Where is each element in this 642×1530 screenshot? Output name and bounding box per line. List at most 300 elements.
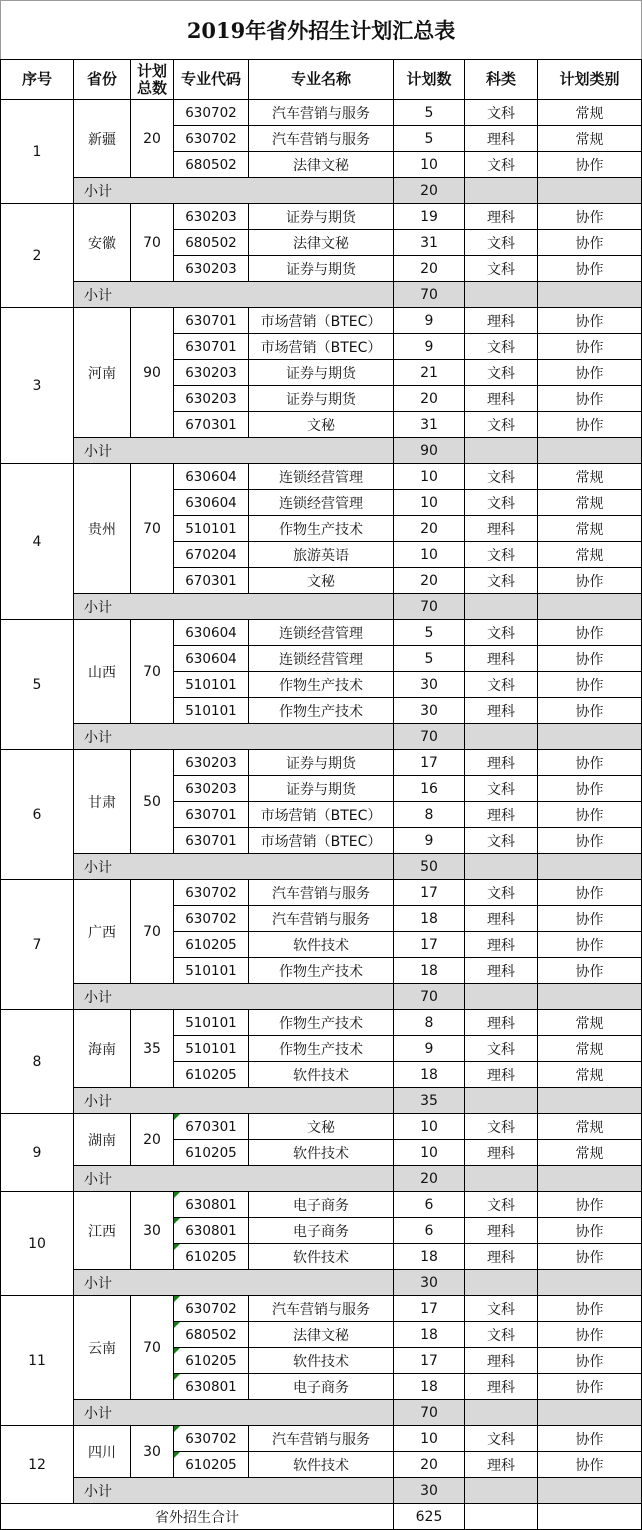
major-name-cell: 作物生产技术 — [249, 672, 394, 698]
subtotal-empty — [465, 1478, 538, 1504]
subject-cell: 文科 — [465, 568, 538, 594]
plan-count-cell: 9 — [394, 308, 465, 334]
major-name-cell: 市场营销（BTEC） — [249, 334, 394, 360]
plan-count-cell: 19 — [394, 204, 465, 230]
subtotal-empty — [465, 984, 538, 1010]
grand-total-value: 625 — [394, 1504, 465, 1530]
subject-cell: 文科 — [465, 230, 538, 256]
major-name-cell: 连锁经营管理 — [249, 464, 394, 490]
major-code-cell: 510101 — [174, 672, 249, 698]
plan-count-cell: 10 — [394, 490, 465, 516]
plan-count-cell: 8 — [394, 1010, 465, 1036]
major-code-cell: 630604 — [174, 620, 249, 646]
major-code-cell: 630701 — [174, 308, 249, 334]
plan-count-cell: 18 — [394, 1374, 465, 1400]
plan-count-cell: 17 — [394, 880, 465, 906]
table-row — [1, 620, 642, 646]
subject-cell: 理科 — [465, 1348, 538, 1374]
plan-type-cell: 协作 — [538, 1296, 642, 1322]
plan-count-cell: 17 — [394, 932, 465, 958]
header-plan-type: 计划类别 — [538, 60, 642, 100]
major-name-cell: 软件技术 — [249, 1062, 394, 1088]
subtotal-value: 20 — [394, 1166, 465, 1192]
plan-total-cell: 70 — [131, 1296, 174, 1400]
subtotal-value: 35 — [394, 1088, 465, 1114]
major-name-cell: 连锁经营管理 — [249, 646, 394, 672]
province-cell: 湖南 — [74, 1114, 131, 1166]
major-name-cell: 软件技术 — [249, 1140, 394, 1166]
plan-type-cell: 协作 — [538, 256, 642, 282]
province-cell: 甘肃 — [74, 750, 131, 854]
subject-cell: 理科 — [465, 1062, 538, 1088]
major-code-cell: 630701 — [174, 828, 249, 854]
subject-cell: 文科 — [465, 1322, 538, 1348]
plan-type-cell: 常规 — [538, 1036, 642, 1062]
subject-cell: 文科 — [465, 1296, 538, 1322]
plan-type-cell: 协作 — [538, 1374, 642, 1400]
plan-type-cell: 协作 — [538, 750, 642, 776]
subtotal-value: 30 — [394, 1270, 465, 1296]
table-body — [1, 100, 642, 1504]
major-code-cell: 610205 — [174, 1452, 249, 1478]
header-seq: 序号 — [1, 60, 74, 100]
plan-type-cell: 协作 — [538, 308, 642, 334]
subject-cell: 文科 — [465, 100, 538, 126]
major-code-cell: 630702 — [174, 1426, 249, 1452]
plan-type-cell: 协作 — [538, 1322, 642, 1348]
subject-cell: 文科 — [465, 776, 538, 802]
plan-type-cell: 协作 — [538, 1244, 642, 1270]
subtotal-empty — [538, 282, 642, 308]
major-code-cell: 630701 — [174, 334, 249, 360]
major-code-cell: 630203 — [174, 360, 249, 386]
subject-cell: 文科 — [465, 464, 538, 490]
subtotal-empty — [465, 594, 538, 620]
subtotal-label: 小计 — [74, 1400, 394, 1426]
plan-count-cell: 18 — [394, 1062, 465, 1088]
plan-count-cell: 31 — [394, 230, 465, 256]
plan-total-cell: 70 — [131, 880, 174, 984]
major-code-cell: 630203 — [174, 386, 249, 412]
major-code-cell: 630702 — [174, 126, 249, 152]
province-cell: 新疆 — [74, 100, 131, 178]
table-row — [1, 1010, 642, 1036]
subtotal-value: 20 — [394, 178, 465, 204]
header-major-name: 专业名称 — [249, 60, 394, 100]
subtotal-label: 小计 — [74, 724, 394, 750]
header-province: 省份 — [74, 60, 131, 100]
plan-type-cell: 协作 — [538, 1452, 642, 1478]
subtotal-empty — [538, 594, 642, 620]
table-row — [1, 1426, 642, 1452]
plan-count-cell: 17 — [394, 1348, 465, 1374]
subtotal-row — [1, 1166, 642, 1192]
major-code-cell: 630203 — [174, 776, 249, 802]
subject-cell: 理科 — [465, 1218, 538, 1244]
major-name-cell: 证券与期货 — [249, 750, 394, 776]
major-code-cell: 510101 — [174, 1010, 249, 1036]
plan-type-cell: 协作 — [538, 1192, 642, 1218]
province-cell: 山西 — [74, 620, 131, 724]
seq-cell: 3 — [1, 308, 74, 464]
major-name-cell: 作物生产技术 — [249, 516, 394, 542]
major-name-cell: 文秘 — [249, 412, 394, 438]
plan-count-cell: 5 — [394, 646, 465, 672]
subject-cell: 理科 — [465, 802, 538, 828]
subtotal-label: 小计 — [74, 178, 394, 204]
subtotal-empty — [465, 1166, 538, 1192]
subtotal-label: 小计 — [74, 438, 394, 464]
plan-count-cell: 18 — [394, 1244, 465, 1270]
major-name-cell: 市场营销（BTEC） — [249, 828, 394, 854]
subject-cell: 文科 — [465, 880, 538, 906]
plan-type-cell: 常规 — [538, 100, 642, 126]
major-name-cell: 法律文秘 — [249, 152, 394, 178]
major-name-cell: 软件技术 — [249, 1244, 394, 1270]
subject-cell: 理科 — [465, 646, 538, 672]
plan-count-cell: 5 — [394, 100, 465, 126]
major-code-cell: 630604 — [174, 464, 249, 490]
province-cell: 海南 — [74, 1010, 131, 1088]
plan-count-cell: 9 — [394, 1036, 465, 1062]
plan-type-cell: 协作 — [538, 932, 642, 958]
table-row — [1, 308, 642, 334]
major-code-cell: 510101 — [174, 958, 249, 984]
province-cell: 安徽 — [74, 204, 131, 282]
major-name-cell: 作物生产技术 — [249, 698, 394, 724]
plan-type-cell: 协作 — [538, 1218, 642, 1244]
major-name-cell: 电子商务 — [249, 1192, 394, 1218]
subject-cell: 文科 — [465, 620, 538, 646]
major-name-cell: 证券与期货 — [249, 360, 394, 386]
subtotal-label: 小计 — [74, 1270, 394, 1296]
plan-count-cell: 10 — [394, 1114, 465, 1140]
major-name-cell: 电子商务 — [249, 1218, 394, 1244]
major-name-cell: 市场营销（BTEC） — [249, 308, 394, 334]
subtotal-empty — [538, 854, 642, 880]
plan-type-cell: 协作 — [538, 828, 642, 854]
plan-type-cell: 协作 — [538, 204, 642, 230]
plan-count-cell: 5 — [394, 126, 465, 152]
major-code-cell: 630801 — [174, 1374, 249, 1400]
major-name-cell: 软件技术 — [249, 1452, 394, 1478]
subtotal-empty — [538, 1088, 642, 1114]
plan-count-cell: 18 — [394, 906, 465, 932]
subtotal-value: 90 — [394, 438, 465, 464]
plan-total-cell: 70 — [131, 204, 174, 282]
plan-total-cell: 90 — [131, 308, 174, 438]
seq-cell: 11 — [1, 1296, 74, 1426]
subject-cell: 理科 — [465, 126, 538, 152]
subtotal-empty — [538, 984, 642, 1010]
plan-type-cell: 协作 — [538, 386, 642, 412]
plan-count-cell: 21 — [394, 360, 465, 386]
major-name-cell: 汽车营销与服务 — [249, 1296, 394, 1322]
subtotal-value: 70 — [394, 724, 465, 750]
subject-cell: 文科 — [465, 334, 538, 360]
seq-cell: 1 — [1, 100, 74, 204]
plan-type-cell: 协作 — [538, 1426, 642, 1452]
major-code-cell: 630701 — [174, 802, 249, 828]
major-code-cell: 610205 — [174, 1244, 249, 1270]
subtotal-empty — [538, 178, 642, 204]
major-code-cell: 630604 — [174, 646, 249, 672]
header-subject: 科类 — [465, 60, 538, 100]
major-name-cell: 连锁经营管理 — [249, 490, 394, 516]
seq-cell: 7 — [1, 880, 74, 1010]
province-cell: 云南 — [74, 1296, 131, 1400]
major-name-cell: 文秘 — [249, 568, 394, 594]
plan-count-cell: 31 — [394, 412, 465, 438]
major-name-cell: 文秘 — [249, 1114, 394, 1140]
major-name-cell: 软件技术 — [249, 932, 394, 958]
plan-total-cell: 20 — [131, 1114, 174, 1166]
subtotal-row — [1, 1478, 642, 1504]
subject-cell: 理科 — [465, 750, 538, 776]
subtotal-empty — [538, 1166, 642, 1192]
subtotal-label: 小计 — [74, 984, 394, 1010]
plan-type-cell: 协作 — [538, 698, 642, 724]
major-code-cell: 610205 — [174, 1062, 249, 1088]
major-code-cell: 630203 — [174, 256, 249, 282]
province-cell: 四川 — [74, 1426, 131, 1478]
subtotal-value: 70 — [394, 984, 465, 1010]
plan-count-cell: 6 — [394, 1218, 465, 1244]
major-name-cell: 旅游英语 — [249, 542, 394, 568]
major-code-cell: 610205 — [174, 1348, 249, 1374]
major-name-cell: 汽车营销与服务 — [249, 1426, 394, 1452]
plan-count-cell: 9 — [394, 334, 465, 360]
subtotal-empty — [538, 1478, 642, 1504]
plan-count-cell: 6 — [394, 1192, 465, 1218]
subtotal-row — [1, 854, 642, 880]
subtotal-empty — [465, 282, 538, 308]
plan-type-cell: 常规 — [538, 1114, 642, 1140]
table-row — [1, 1192, 642, 1218]
subtotal-empty — [538, 1270, 642, 1296]
subject-cell: 理科 — [465, 516, 538, 542]
subject-cell: 文科 — [465, 1192, 538, 1218]
province-cell: 江西 — [74, 1192, 131, 1270]
subtotal-label: 小计 — [74, 1478, 394, 1504]
table-row — [1, 1114, 642, 1140]
subject-cell: 文科 — [465, 1114, 538, 1140]
subtotal-value: 70 — [394, 282, 465, 308]
seq-cell: 10 — [1, 1192, 74, 1296]
plan-type-cell: 协作 — [538, 906, 642, 932]
major-name-cell: 汽车营销与服务 — [249, 906, 394, 932]
subtotal-value: 70 — [394, 1400, 465, 1426]
header-major-code: 专业代码 — [174, 60, 249, 100]
plan-count-cell: 17 — [394, 750, 465, 776]
plan-count-cell: 10 — [394, 464, 465, 490]
major-name-cell: 法律文秘 — [249, 1322, 394, 1348]
table-title: 2019年省外招生计划汇总表 — [1, 1, 642, 60]
plan-count-cell: 18 — [394, 958, 465, 984]
plan-count-cell: 20 — [394, 256, 465, 282]
subtotal-row — [1, 1270, 642, 1296]
plan-count-cell: 16 — [394, 776, 465, 802]
subtotal-empty — [465, 854, 538, 880]
major-code-cell: 610205 — [174, 932, 249, 958]
table-row — [1, 204, 642, 230]
subtotal-empty — [538, 724, 642, 750]
subject-cell: 理科 — [465, 1374, 538, 1400]
grand-total-empty — [465, 1504, 538, 1530]
major-code-cell: 510101 — [174, 698, 249, 724]
major-code-cell: 630604 — [174, 490, 249, 516]
major-name-cell: 汽车营销与服务 — [249, 880, 394, 906]
plan-count-cell: 20 — [394, 386, 465, 412]
plan-type-cell: 常规 — [538, 490, 642, 516]
plan-type-cell: 协作 — [538, 880, 642, 906]
plan-count-cell: 30 — [394, 698, 465, 724]
plan-count-cell: 10 — [394, 542, 465, 568]
plan-type-cell: 协作 — [538, 334, 642, 360]
major-code-cell: 680502 — [174, 1322, 249, 1348]
plan-count-cell: 8 — [394, 802, 465, 828]
major-name-cell: 证券与期货 — [249, 256, 394, 282]
table-row — [1, 1296, 642, 1322]
major-code-cell: 630702 — [174, 100, 249, 126]
major-code-cell: 680502 — [174, 230, 249, 256]
seq-cell: 12 — [1, 1426, 74, 1504]
plan-type-cell: 协作 — [538, 152, 642, 178]
subject-cell: 理科 — [465, 1010, 538, 1036]
table-row — [1, 880, 642, 906]
subtotal-label: 小计 — [74, 594, 394, 620]
major-name-cell: 软件技术 — [249, 1348, 394, 1374]
subtotal-row — [1, 438, 642, 464]
subject-cell: 理科 — [465, 932, 538, 958]
major-name-cell: 作物生产技术 — [249, 1036, 394, 1062]
plan-count-cell: 20 — [394, 516, 465, 542]
subtotal-value: 50 — [394, 854, 465, 880]
seq-cell: 6 — [1, 750, 74, 880]
plan-type-cell: 常规 — [538, 516, 642, 542]
subject-cell: 文科 — [465, 256, 538, 282]
subtotal-empty — [538, 1400, 642, 1426]
plan-type-cell: 协作 — [538, 802, 642, 828]
plan-type-cell: 常规 — [538, 1062, 642, 1088]
major-code-cell: 510101 — [174, 516, 249, 542]
plan-total-cell: 70 — [131, 620, 174, 724]
subject-cell: 文科 — [465, 542, 538, 568]
major-code-cell: 610205 — [174, 1140, 249, 1166]
major-code-cell: 510101 — [174, 1036, 249, 1062]
plan-type-cell: 协作 — [538, 646, 642, 672]
plan-count-cell: 10 — [394, 1426, 465, 1452]
subject-cell: 理科 — [465, 698, 538, 724]
major-code-cell: 670301 — [174, 1114, 249, 1140]
subtotal-row — [1, 178, 642, 204]
major-code-cell: 630702 — [174, 906, 249, 932]
plan-total-cell: 30 — [131, 1192, 174, 1270]
subtotal-label: 小计 — [74, 282, 394, 308]
subtotal-value: 30 — [394, 1478, 465, 1504]
subtotal-label: 小计 — [74, 1166, 394, 1192]
plan-count-cell: 20 — [394, 568, 465, 594]
major-name-cell: 汽车营销与服务 — [249, 126, 394, 152]
plan-count-cell: 5 — [394, 620, 465, 646]
subtotal-row — [1, 594, 642, 620]
plan-type-cell: 协作 — [538, 230, 642, 256]
major-code-cell: 630801 — [174, 1192, 249, 1218]
subtotal-empty — [465, 724, 538, 750]
major-name-cell: 证券与期货 — [249, 204, 394, 230]
plan-count-cell: 9 — [394, 828, 465, 854]
major-code-cell: 670301 — [174, 412, 249, 438]
subtotal-row — [1, 1400, 642, 1426]
subject-cell: 理科 — [465, 1140, 538, 1166]
subtotal-empty — [465, 178, 538, 204]
major-name-cell: 作物生产技术 — [249, 1010, 394, 1036]
subject-cell: 文科 — [465, 412, 538, 438]
plan-total-cell: 50 — [131, 750, 174, 854]
plan-total-cell: 30 — [131, 1426, 174, 1478]
province-cell: 贵州 — [74, 464, 131, 594]
plan-count-cell: 10 — [394, 152, 465, 178]
table-row — [1, 464, 642, 490]
plan-type-cell: 协作 — [538, 1348, 642, 1374]
subtotal-label: 小计 — [74, 1088, 394, 1114]
plan-total-cell: 35 — [131, 1010, 174, 1088]
major-name-cell: 电子商务 — [249, 1374, 394, 1400]
major-code-cell: 630203 — [174, 204, 249, 230]
major-name-cell: 连锁经营管理 — [249, 620, 394, 646]
major-name-cell: 市场营销（BTEC） — [249, 802, 394, 828]
major-name-cell: 作物生产技术 — [249, 958, 394, 984]
plan-type-cell: 常规 — [538, 1010, 642, 1036]
major-name-cell: 证券与期货 — [249, 386, 394, 412]
plan-type-cell: 协作 — [538, 568, 642, 594]
plan-type-cell: 常规 — [538, 126, 642, 152]
subtotal-row — [1, 282, 642, 308]
grand-total-empty — [538, 1504, 642, 1530]
subtotal-row — [1, 724, 642, 750]
seq-cell: 9 — [1, 1114, 74, 1192]
province-cell: 河南 — [74, 308, 131, 438]
subject-cell: 理科 — [465, 1452, 538, 1478]
major-code-cell: 670301 — [174, 568, 249, 594]
plan-count-cell: 17 — [394, 1296, 465, 1322]
plan-type-cell: 协作 — [538, 620, 642, 646]
subtotal-empty — [465, 1270, 538, 1296]
plan-count-cell: 30 — [394, 672, 465, 698]
subtotal-row — [1, 984, 642, 1010]
header-plan-count: 计划数 — [394, 60, 465, 100]
plan-type-cell: 协作 — [538, 672, 642, 698]
subject-cell: 文科 — [465, 360, 538, 386]
subject-cell: 理科 — [465, 204, 538, 230]
subtotal-empty — [465, 1400, 538, 1426]
major-code-cell: 670204 — [174, 542, 249, 568]
subject-cell: 文科 — [465, 1426, 538, 1452]
plan-count-cell: 20 — [394, 1452, 465, 1478]
subtotal-value: 70 — [394, 594, 465, 620]
major-name-cell: 汽车营销与服务 — [249, 100, 394, 126]
major-code-cell: 680502 — [174, 152, 249, 178]
subtotal-empty — [465, 1088, 538, 1114]
subtotal-label: 小计 — [74, 854, 394, 880]
subject-cell: 理科 — [465, 958, 538, 984]
grand-total-row — [1, 1504, 642, 1530]
seq-cell: 2 — [1, 204, 74, 308]
major-name-cell: 法律文秘 — [249, 230, 394, 256]
major-code-cell: 630702 — [174, 880, 249, 906]
table-row — [1, 750, 642, 776]
subtotal-row — [1, 1088, 642, 1114]
